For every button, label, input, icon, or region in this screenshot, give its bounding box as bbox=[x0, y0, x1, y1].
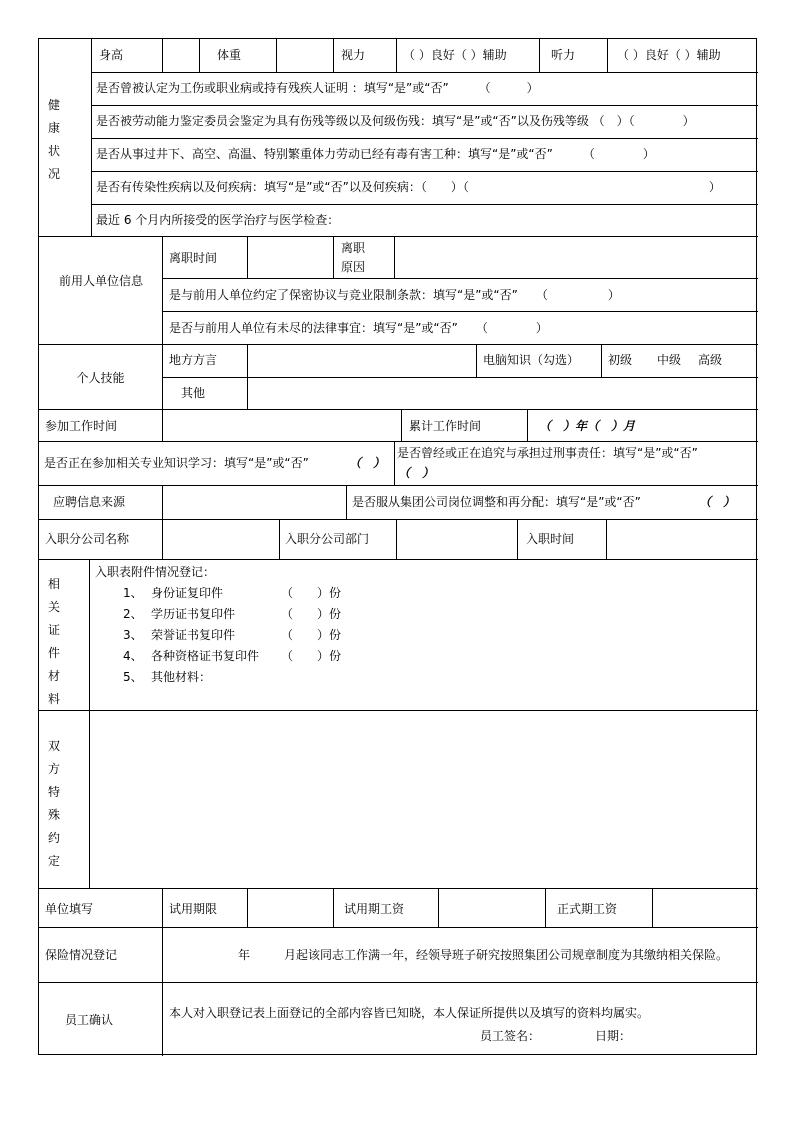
registration-form bbox=[38, 38, 757, 1055]
total-work-label: 累计工作时间 bbox=[409, 419, 482, 433]
vision-options[interactable]: （ ）良好（ ）辅助 bbox=[403, 48, 507, 62]
divider bbox=[199, 39, 200, 72]
divider bbox=[39, 344, 758, 345]
document-item-name: 其他材料： bbox=[151, 670, 212, 684]
divider bbox=[39, 927, 758, 928]
confirm-statement: 本人对入职登记表上面登记的全部内容皆已知晓，本人保证所提供以及填写的资料均属实。 bbox=[169, 1006, 650, 1020]
divider bbox=[39, 519, 758, 520]
divider bbox=[91, 138, 758, 139]
divider bbox=[438, 888, 439, 927]
divider bbox=[247, 236, 248, 278]
divider bbox=[91, 39, 92, 236]
confirm-section-label: 员工确认 bbox=[65, 1013, 114, 1027]
divider bbox=[91, 105, 758, 106]
divider bbox=[396, 519, 397, 559]
divider bbox=[39, 559, 758, 560]
entry-company-label: 入职分公司名称 bbox=[45, 532, 130, 546]
divider bbox=[539, 39, 540, 72]
total-work-value[interactable]: （ ）年（ ）月 bbox=[539, 419, 636, 433]
divider bbox=[39, 441, 758, 442]
divider bbox=[162, 519, 163, 559]
document-item-number: 4、 bbox=[123, 649, 143, 663]
divider bbox=[247, 888, 248, 927]
previous-employer-section-label: 前用人单位信息 bbox=[58, 274, 143, 288]
computer-level-mid[interactable]: 中级 bbox=[657, 353, 682, 367]
leave-reason-label: 离职原因 bbox=[341, 241, 366, 274]
document-item-count[interactable]: （ ）份 bbox=[281, 649, 342, 663]
divider bbox=[247, 344, 248, 409]
insurance-text: 月起该同志工作满一年，经领导班子研究按照集团公司规章制度为其缴纳相关保险。 bbox=[284, 948, 729, 962]
health-question-5[interactable]: 最近 6 个月内所接受的医学治疗与医学检查： bbox=[96, 213, 340, 227]
divider bbox=[401, 409, 402, 441]
divider bbox=[39, 982, 758, 983]
other-skills-label: 其他 bbox=[181, 386, 206, 400]
divider bbox=[396, 39, 397, 72]
insurance-year-label: 年 bbox=[238, 948, 251, 962]
divider bbox=[91, 72, 758, 73]
signature-label[interactable]: 员工签名： bbox=[480, 1029, 541, 1043]
insurance-section-label: 保险情况登记 bbox=[45, 948, 118, 962]
criminal-question: 是否曾经或正在追究与承担过刑事责任：填写“是”或“否” bbox=[397, 446, 698, 460]
health-question-2[interactable]: 是否被劳动能力鉴定委员会鉴定为具有伤残等级以及何级伤残：填写“是”或“否”以及伤残等级 （ ）（ ） bbox=[96, 114, 695, 128]
document-item-count[interactable]: （ ）份 bbox=[281, 586, 342, 600]
divider bbox=[162, 236, 163, 344]
hearing-options[interactable]: （ ）良好（ ）辅助 bbox=[617, 48, 721, 62]
unit-section-label: 单位填写 bbox=[45, 902, 94, 916]
study-answer[interactable]: （ ） bbox=[349, 456, 386, 470]
divider bbox=[527, 409, 528, 441]
special-agreement-field[interactable] bbox=[90, 711, 758, 888]
divider bbox=[279, 519, 280, 559]
previous-employer-question-2[interactable]: 是否与前用人单位有未尽的法律事宜：填写“是”或“否” （ ） bbox=[169, 321, 548, 335]
special-agreement-section-label: 双方特殊约定 bbox=[47, 739, 60, 868]
probation-period-label: 试用期限 bbox=[169, 902, 218, 916]
divider bbox=[91, 171, 758, 172]
divider bbox=[39, 485, 758, 486]
divider bbox=[333, 39, 334, 72]
previous-employer-question-1[interactable]: 是与前用人单位约定了保密协议与竞业限制条款：填写“是”或“否” （ ） bbox=[169, 288, 620, 302]
document-item-number: 2、 bbox=[123, 607, 143, 621]
document-item-name: 各种资格证书复印件 bbox=[151, 649, 260, 663]
weight-label: 体重 bbox=[217, 48, 242, 62]
work-start-label: 参加工作时间 bbox=[45, 419, 118, 433]
divider bbox=[162, 344, 163, 409]
health-question-4[interactable]: 是否有传染性疾病以及何疾病：填写“是”或“否”以及何疾病：（ ）（ ） bbox=[96, 180, 721, 194]
divider bbox=[39, 888, 758, 889]
divider bbox=[607, 39, 608, 72]
recruit-source-label: 应聘信息来源 bbox=[53, 495, 126, 509]
document-item-number: 1、 bbox=[123, 586, 143, 600]
divider bbox=[601, 344, 602, 377]
document-item-count[interactable]: （ ）份 bbox=[281, 628, 342, 642]
documents-section-label: 相关证件材料 bbox=[47, 577, 60, 706]
formal-salary-label: 正式期工资 bbox=[557, 902, 618, 916]
vision-label: 视力 bbox=[341, 48, 366, 62]
date-label[interactable]: 日期： bbox=[595, 1029, 632, 1043]
entry-department-label: 入职分公司部门 bbox=[285, 532, 370, 546]
divider bbox=[162, 888, 163, 927]
divider bbox=[39, 409, 758, 410]
divider bbox=[162, 311, 758, 312]
divider bbox=[517, 519, 518, 559]
divider bbox=[162, 377, 758, 378]
document-item-name: 身份证复印件 bbox=[151, 586, 224, 600]
document-item-name: 荣誉证书复印件 bbox=[151, 628, 236, 642]
leave-time-label: 离职时间 bbox=[169, 251, 218, 265]
study-question: 是否正在参加相关专业知识学习：填写“是”或“否” bbox=[44, 456, 309, 470]
divider bbox=[346, 485, 347, 519]
hearing-label: 听力 bbox=[551, 48, 576, 62]
divider bbox=[162, 39, 163, 72]
divider bbox=[394, 441, 395, 485]
document-item-number: 5、 bbox=[123, 670, 143, 684]
divider bbox=[394, 236, 395, 278]
divider bbox=[39, 236, 758, 237]
documents-heading: 入职表附件情况登记： bbox=[95, 565, 216, 579]
document-item-name: 学历证书复印件 bbox=[151, 607, 236, 621]
divider bbox=[333, 888, 334, 927]
computer-level-high[interactable]: 高级 bbox=[698, 353, 723, 367]
computer-level-basic[interactable]: 初级 bbox=[608, 353, 633, 367]
health-question-3[interactable]: 是否从事过井下、高空、高温、特别繁重体力劳动已经有毒有害工种：填写“是”或“否” （ ） bbox=[96, 147, 655, 161]
divider bbox=[276, 39, 277, 72]
divider bbox=[162, 409, 163, 441]
adjust-question: 是否服从集团公司岗位调整和再分配：填写“是”或“否” bbox=[352, 495, 641, 509]
height-label: 身高 bbox=[99, 48, 124, 62]
criminal-answer[interactable]: （ ） bbox=[398, 466, 435, 480]
divider bbox=[652, 888, 653, 927]
divider bbox=[545, 888, 546, 927]
computer-label: 电脑知识（勾选） bbox=[483, 353, 580, 367]
divider bbox=[162, 927, 163, 1056]
entry-time-label: 入职时间 bbox=[526, 532, 575, 546]
divider bbox=[162, 485, 163, 519]
health-question-1[interactable]: 是否曾被认定为工伤或职业病或持有残疾人证明 ：填写“是”或“否” （ ） bbox=[96, 81, 539, 95]
adjust-answer[interactable]: （ ） bbox=[699, 495, 736, 509]
health-section-label: 健康状况 bbox=[47, 98, 60, 181]
skills-section-label: 个人技能 bbox=[76, 371, 125, 385]
divider bbox=[476, 344, 477, 377]
probation-salary-label: 试用期工资 bbox=[344, 902, 405, 916]
document-item-count[interactable]: （ ）份 bbox=[281, 607, 342, 621]
divider bbox=[162, 278, 758, 279]
divider bbox=[91, 204, 758, 205]
divider bbox=[333, 236, 334, 278]
dialect-label: 地方方言 bbox=[169, 353, 218, 367]
document-item-number: 3、 bbox=[123, 628, 143, 642]
divider bbox=[606, 519, 607, 559]
